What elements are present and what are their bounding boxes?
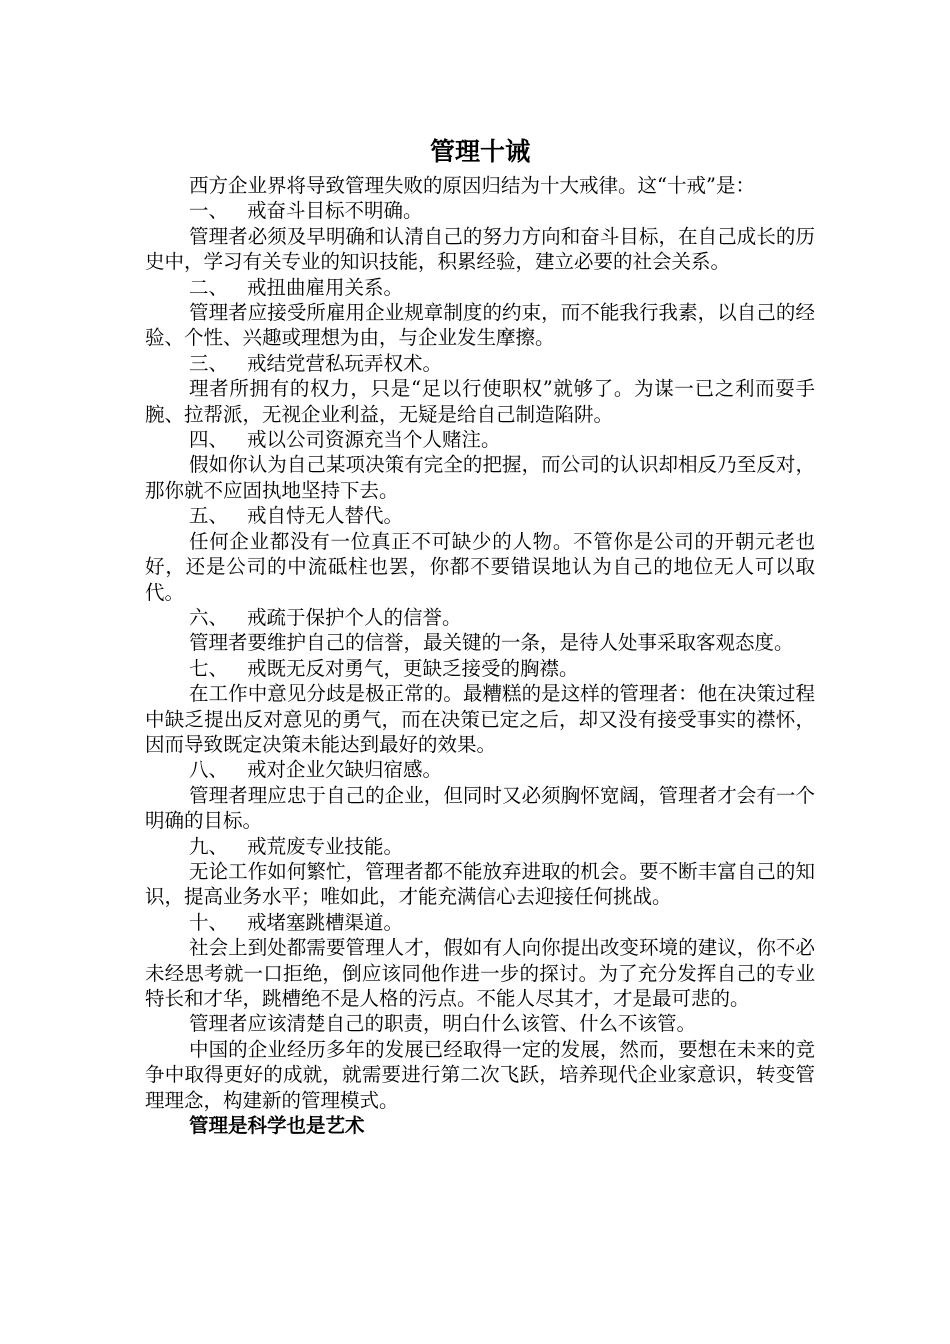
rule-heading-1 [145,198,815,223]
section-heading: 管理是科学也是艺术 [189,1114,365,1138]
rule-number: 八、 [189,758,229,782]
rule-number: 七、 [189,656,229,680]
rule-heading-5 [145,503,815,528]
rule-paragraph-3: 理者所拥有的权力，只是“足以行使职权”就够了。为谋一已之利而耍手腕、拉帮派，无视企业利益，无疑是给自己制造陷阱。 [145,377,815,426]
document-title: 管理十诫 [429,137,530,166]
document-page [145,132,815,1138]
rule-title: 戒自恃无人替代。 [247,504,404,528]
rule-number: 二、 [189,275,229,299]
rule-title: 戒结党营私玩弄权术。 [247,351,443,375]
rule-heading-10 [145,910,815,935]
rule-title: 戒对企业欠缺归宿感。 [247,758,443,782]
rule-title: 戒扭曲雇用关系。 [247,275,404,299]
rule-heading-6 [145,605,815,630]
rule-title: 戒奋斗目标不明确。 [247,199,423,223]
rule-paragraph-2: 管理者应接受所雇用企业规章制度的约束，而不能我行我素，以自己的经验、个性、兴趣或理想为由，与企业发生摩擦。 [145,301,815,350]
rule-title: 戒既无反对勇气，更缺乏接受的胸襟。 [247,656,579,680]
rule-heading-7 [145,656,815,681]
rule-heading-3 [145,351,815,376]
rule-title: 戒堵塞跳槽渠道。 [247,910,404,934]
rule-number: 三、 [189,351,229,375]
rule-number: 四、 [189,428,229,452]
rule-number: 六、 [189,605,229,629]
rule-number: 九、 [189,834,229,858]
closing-paragraph-2: 中国的企业经历多年的发展已经取得一定的发展，然而，要想在未来的竞争中取得更好的成就，就需要进行第二次飞跃，培养现代企业家意识，转变管理理念，构建新的管理模式。 [145,1037,815,1112]
rule-title: 戒疏于保护个人的信誉。 [247,605,462,629]
rule-heading-8 [145,757,815,782]
rule-number: 五、 [189,504,229,528]
rule-paragraph-7: 在工作中意见分歧是极正常的。最糟糕的是这样的管理者：他在决策过程中缺乏提出反对意见的勇气，而在决策已定之后，却又没有接受事实的襟怀，因而导致既定决策未能达到最好的效果。 [145,682,815,756]
rule-paragraph-8: 管理者理应忠于自己的企业，但同时又必须胸怀宽阔，管理者才会有一个明确的目标。 [145,783,815,833]
rule-number: 十、 [189,910,229,934]
rule-paragraph-1: 管理者必须及早明确和认清自己的努力方向和奋斗目标，在自己成长的历史中，学习有关专业的知识技能，积累经验，建立必要的社会关系。 [145,224,815,274]
rule-paragraph-4: 假如你认为自己某项决策有完全的把握，而公司的认识却相反乃至反对，那你就不应固执地坚持下去。 [145,453,815,502]
rule-paragraph-6: 管理者要维护自己的信誉，最关键的一条，是待人处事采取客观态度。 [189,631,794,655]
rule-paragraph-5: 任何企业都没有一位真正不可缺少的人物。不管你是公司的开朝元老也好，还是公司的中流砥柱也罢，你都不要错误地认为自己的地位无人可以取代。 [145,529,815,604]
rule-paragraph-9: 无论工作如何繁忙，管理者都不能放弃进取的机会。要不断丰富自己的知识，提高业务水平；唯如此，才能充满信心去迎接任何挑战。 [145,859,815,909]
intro-paragraph: 西方企业界将导致管理失败的原因归结为十大戒律。这“十戒”是： [189,174,755,197]
closing-paragraph-1: 管理者应该清楚自己的职责，明白什么该管、什么不该管。 [189,1012,697,1036]
rule-heading-9 [145,834,815,859]
rule-number: 一、 [189,199,229,223]
rule-title: 戒以公司资源充当个人赌注。 [247,428,501,452]
rule-paragraph-10: 社会上到处都需要管理人才，假如有人向你提出改变环境的建议，你不必未经思考就一口拒绝，倒应该同他作进一步的探讨。为了充分发挥自己的专业特长和才华，跳槽绝不是人格的污点。不能人尽其才，才是最可悲的。 [145,936,815,1010]
rule-title: 戒荒废专业技能。 [247,834,404,858]
rule-heading-4 [145,427,815,452]
rule-heading-2 [145,275,815,300]
